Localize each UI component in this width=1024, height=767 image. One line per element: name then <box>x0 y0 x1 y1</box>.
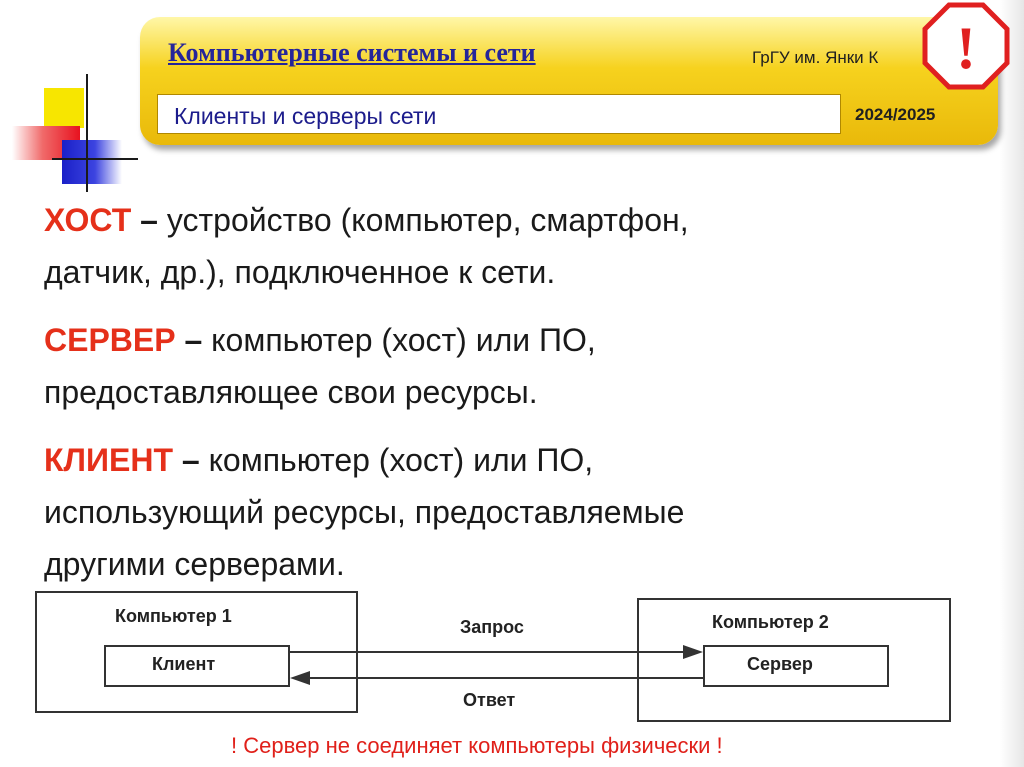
request-label: Запрос <box>460 617 524 637</box>
warning-mark: ! <box>956 15 976 81</box>
definition-text: компьютер (хост) или ПО, <box>202 322 596 358</box>
term-host: ХОСТ <box>44 202 132 238</box>
request-arrowhead <box>683 645 703 659</box>
computer-1-label: Компьютер 1 <box>115 606 232 626</box>
response-label: Ответ <box>463 690 516 710</box>
definition-text: датчик, др.), подключенное к сети. <box>44 254 556 290</box>
server-label: Сервер <box>747 654 813 674</box>
course-title[interactable]: Компьютерные системы и сети <box>168 38 536 67</box>
definition-text: устройство (компьютер, смартфон, <box>157 202 689 238</box>
definition-text: предоставляющее свои ресурсы. <box>44 374 538 410</box>
term-server: СЕРВЕР <box>44 322 176 358</box>
definition-text: компьютер (хост) или ПО, <box>199 442 594 478</box>
footnote-warning: ! Сервер не соединяет компьютеры физически ! <box>231 733 723 758</box>
dash: – <box>184 322 203 358</box>
dash: – <box>140 202 158 238</box>
term-client: КЛИЕНТ <box>44 442 173 478</box>
topic-title: Клиенты и серверы сети <box>174 103 437 129</box>
university-name: ГрГУ им. Янки К <box>752 48 879 67</box>
definition-text: использующий ресурсы, предоставляемые <box>44 494 685 530</box>
computer-2-label: Компьютер 2 <box>712 612 829 632</box>
definition-text: другими серверами. <box>44 546 345 582</box>
response-arrowhead <box>290 671 310 685</box>
academic-year: 2024/2025 <box>855 105 936 124</box>
client-label: Клиент <box>152 654 216 674</box>
dash: – <box>181 442 200 478</box>
